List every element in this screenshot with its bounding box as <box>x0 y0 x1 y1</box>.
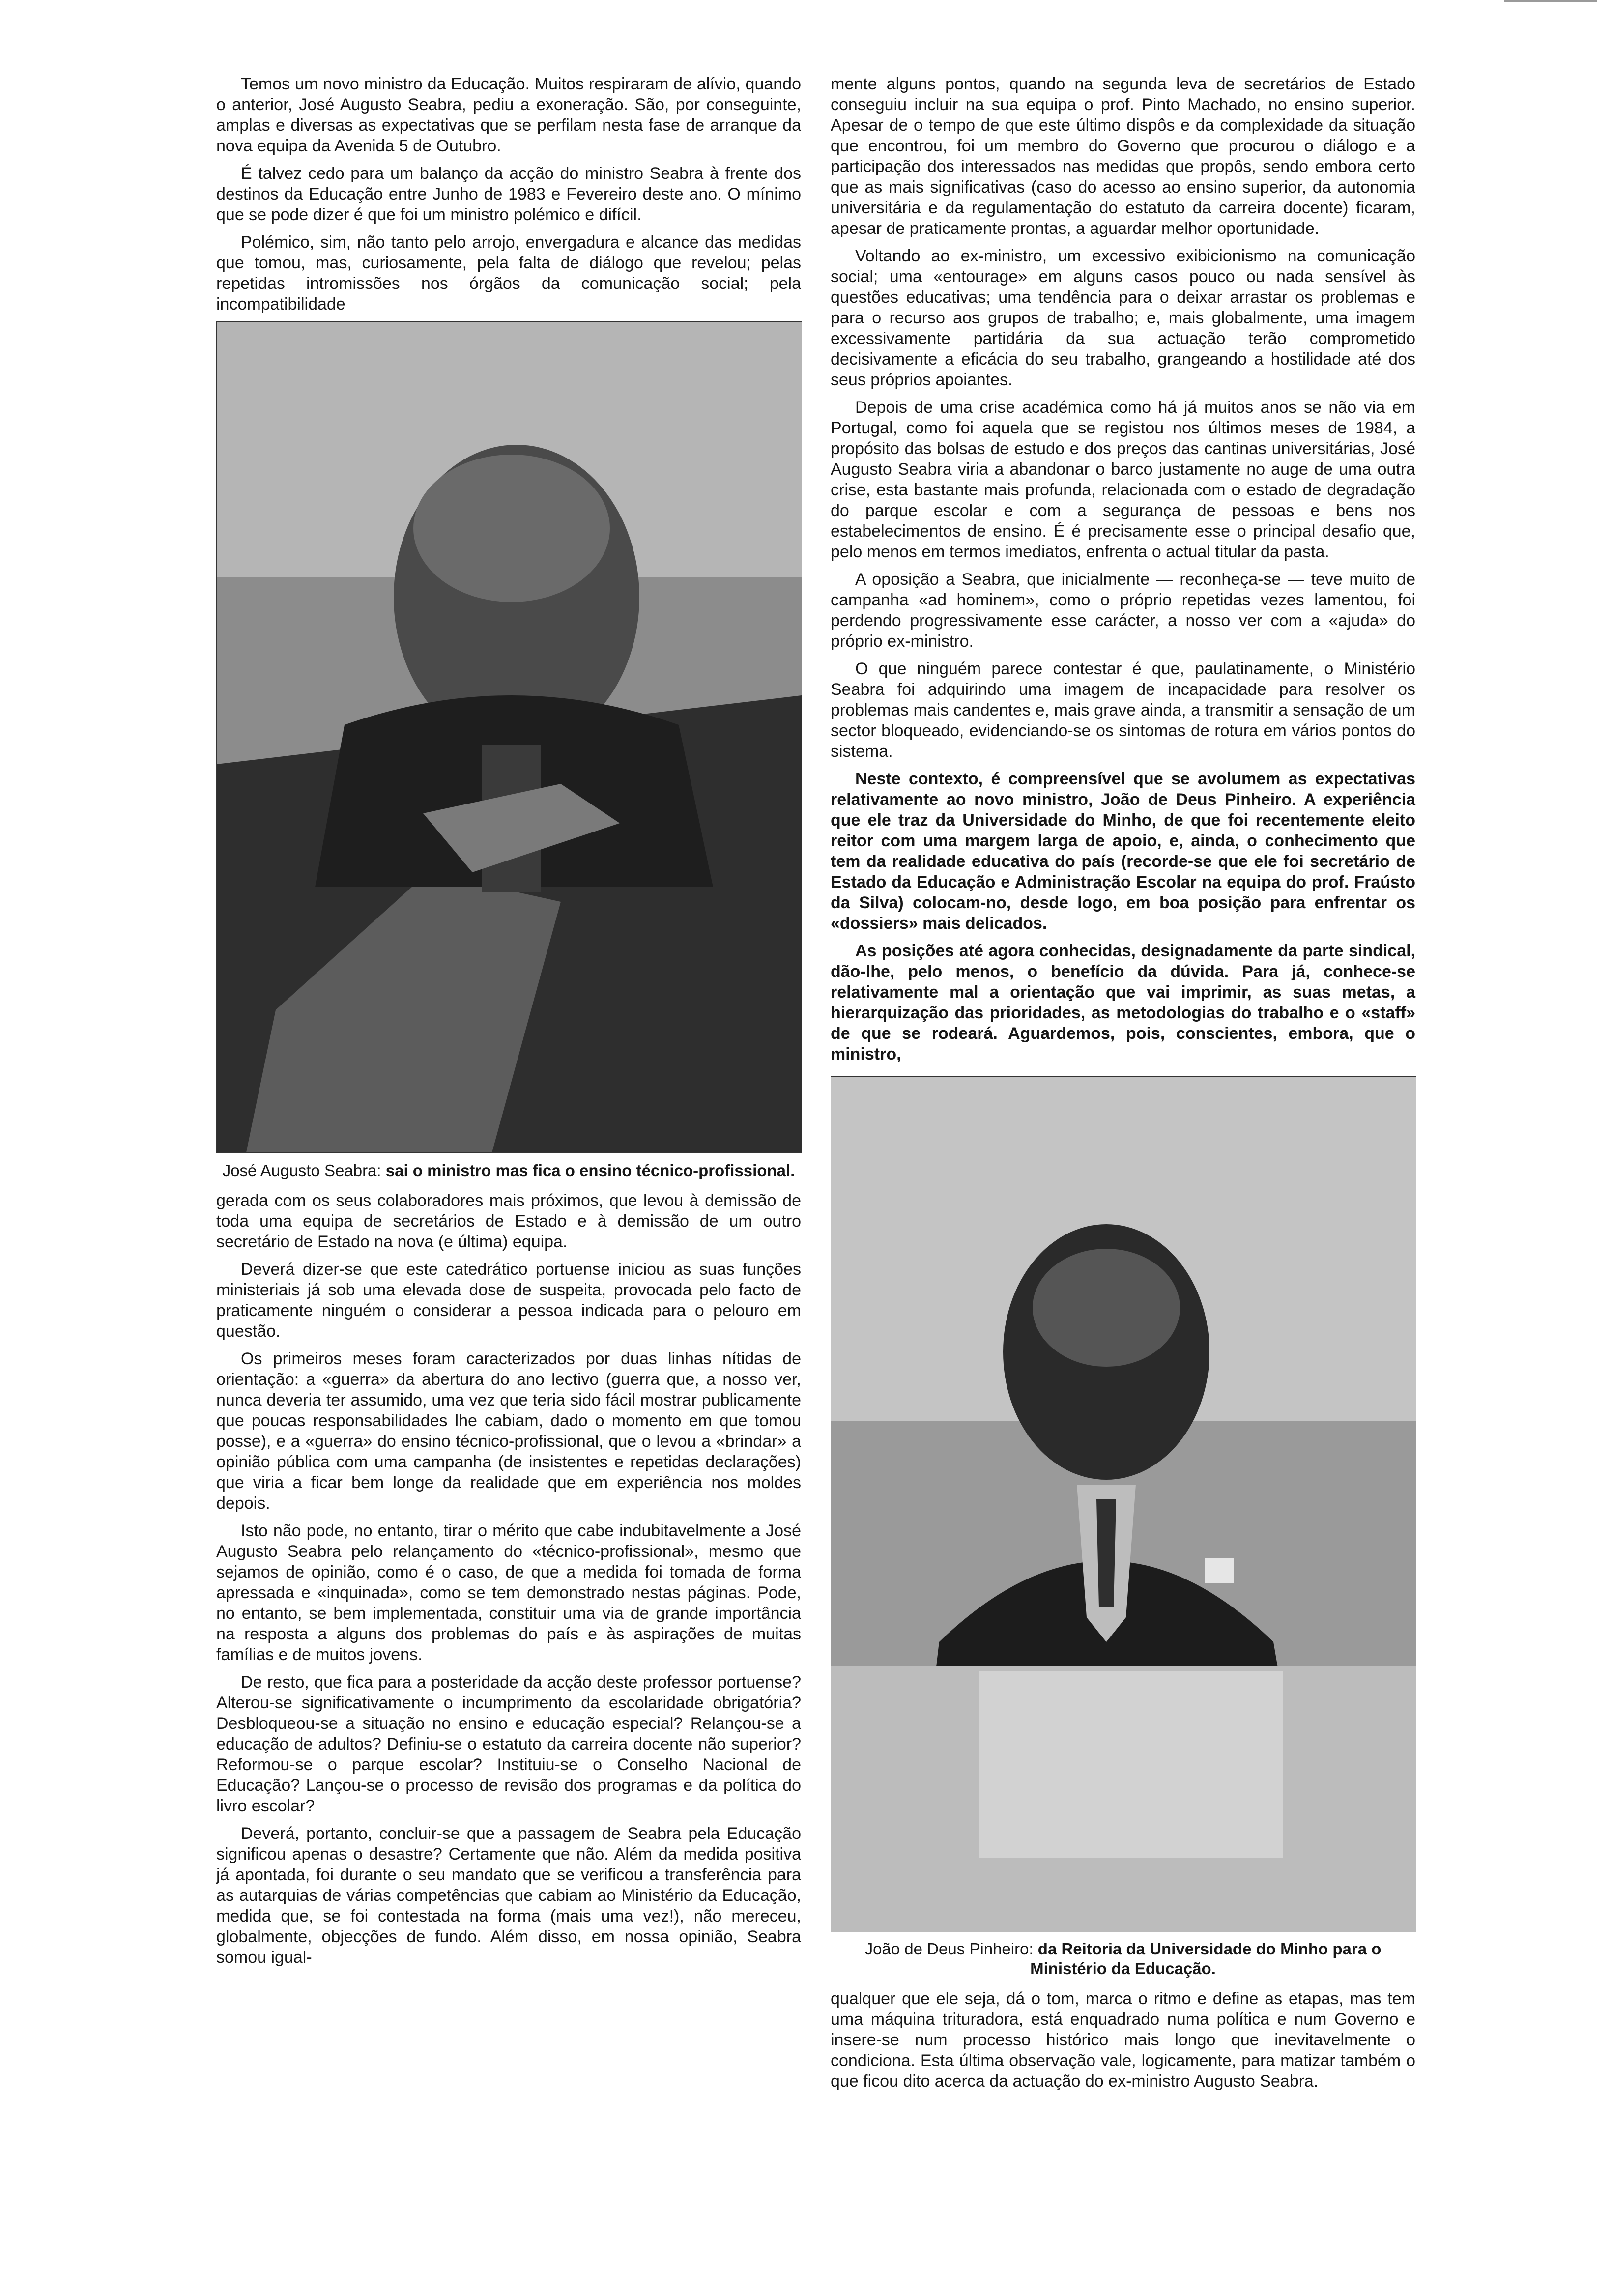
article-column-right <box>831 74 1415 2098</box>
caption-name: João de Deus Pinheiro: <box>864 1940 1034 1958</box>
photo-seabra-graphic <box>217 322 802 1152</box>
paragraph: Deverá dizer-se que este catedrático portuense iniciou as suas funções ministeriais já sob uma elevada dose de suspeita, provocada pelo facto de praticamente ninguém o considerar a pessoa indicada para o pelouro em questão. <box>216 1260 801 1341</box>
paragraph: Os primeiros meses foram caracterizados por duas linhas nítidas de orientação: a «guerra» da abertura do ano lectivo (guerra que, a nosso ver, nunca deveria ter assumido, uma vez que teria sido fácil mostrar publicamente que poucas responsabilidades lhe cabiam, dado o momento em que tomou posse), e a «guerra» do ensino técnico-profissional, que o levou a «brindar» a opinião pública com uma campanha (de insistentes e repetidas declarações) que viria a ficar bem longe da realidade que em experiência nos moldes depois. <box>216 1349 801 1513</box>
paragraph: Neste contexto, é compreensível que se avolumem as expectativas relativamente ao novo ministro, João de Deus Pinheiro. A experiência que ele traz da Universidade do Minho, de que foi recentemente eleito reitor com uma margem larga de apoio, e, ainda, o conhecimento que tem da realidade educativa do país (recorde-se que ele foi secretário de Estado da Educação e Administração Escolar na equipa do prof. Fraústo da Silva) colocam-no, desde logo, em boa posição para enfrentar os «dossiers» mais delicados. <box>831 770 1415 933</box>
caption-text: sai o ministro mas fica o ensino técnico-profissional. <box>385 1161 795 1179</box>
paragraph: mente alguns pontos, quando na segunda leva de secretários de Estado conseguiu incluir na sua equipa o prof. Pinto Machado, no ensino superior. Apesar de o tempo de que este último dispôs e da complexidade da situação que encontrou, foi um membro do Governo que procurou o diálogo e a participação dos interessados nas medidas que propôs, sendo embora certo que as mais significativas (caso do acesso ao ensino superior, da autonomia universitária e da regulamentação do estatuto da carreira docente) ficaram, apesar de praticamente prontas, a aguardar melhor oportunidade. <box>831 75 1415 238</box>
paragraph: Isto não pode, no entanto, tirar o mérito que cabe indubitavelmente a José Augusto Seabra pelo relançamento do «técnico-profissional», mesmo que sejamos de opinião, como é o caso, de que a medida foi tomada de forma apressada e «inquinada», como se tem demonstrado nestas páginas. Pode, no entanto, se bem implementada, constituir uma via de grande importância na resposta a alguns dos problemas do país e às aspirações de muitas famílias e de muitos jovens. <box>216 1521 801 1664</box>
top-right-rule <box>1504 0 1597 2</box>
paragraph: gerada com os seus colaboradores mais próximos, que levou à demissão de toda uma equipa de secretários de Estado e à demissão de um outro secretário de Estado na nova (e última) equipa. <box>216 1191 801 1251</box>
paragraph: As posições até agora conhecidas, designadamente da parte sindical, dão-lhe, pelo menos, o benefício da dúvida. Para já, conhece-se relativamente mal a orientação que vai imprimir, as suas metas, a hierarquização das prioridades, as metodologias do trabalho e o «staff» de que se rodeará. Aguardemos, pois, conscientes, embora, que o ministro, <box>831 942 1415 1063</box>
photo-joao-de-deus-pinheiro <box>831 1076 1416 1932</box>
paragraph: Polémico, sim, não tanto pelo arrojo, envergadura e alcance das medidas que tomou, mas, curiosamente, pela falta de diálogo que revelou; pelas repetidas intromissões nos órgãos da comunicação social; pela incompatibilidade <box>216 233 801 314</box>
paragraph: De resto, que fica para a posteridade da acção deste professor portuense? Alterou-se significativamente o incumprimento da escolaridade obrigatória? Desbloqueou-se a situação no ensino e educação especial? Relançou-se a educação de adultos? Definiu-se o estatuto da carreira docente não superior? Reformou-se o parque escolar? Instituiu-se o Conselho Nacional de Educação? Lançou-se o processo de revisão dos programas e da política do livro escolar? <box>216 1673 801 1815</box>
paragraph: Depois de uma crise académica como há já muitos anos se não via em Portugal, como foi aquela que se registou nos últimos meses de 1984, a propósito das bolsas de estudo e dos preços das cantinas universitárias, José Augusto Seabra viria a abandonar o barco justamente no auge de uma outra crise, esta bastante mais profunda, relacionada com o estado de degradação do parque escolar e com a segurança de pessoas e bens nos estabelecimentos de ensino. É é precisamente esse o principal desafio que, pelo menos em termos imediatos, enfrenta o actual titular da pasta. <box>831 398 1415 561</box>
caption-name: José Augusto Seabra: <box>222 1161 381 1179</box>
photo-caption-seabra <box>216 1161 801 1180</box>
paragraph: Temos um novo ministro da Educação. Muitos respiraram de alívio, quando o anterior, José Augusto Seabra, pediu a exoneração. São, por conseguinte, amplas e diversas as expectativas que se perfilam nesta fase de arranque da nova equipa da Avenida 5 de Outubro. <box>216 75 801 155</box>
paragraph: Deverá, portanto, concluir-se que a passagem de Seabra pela Educação significou apenas o desastre? Certamente que não. Além da medida positiva já apontada, foi durante o seu mandato que se verificou a transferência para as autarquias de várias competências que cabiam ao Ministério da Educação, medida que, se foi contestada na forma (mais uma vez!), não mereceu, globalmente, objecções de fundo. Além disso, em nossa opinião, Seabra somou igual- <box>216 1824 801 1967</box>
paragraph: É talvez cedo para um balanço da acção do ministro Seabra à frente dos destinos da Educação entre Junho de 1983 e Fevereiro deste ano. O mínimo que se pode dizer é que foi um ministro polémico e difícil. <box>216 164 801 224</box>
paragraph: qualquer que ele seja, dá o tom, marca o ritmo e define as etapas, mas tem uma máquina trituradora, está enquadrado numa política e num Governo e insere-se num processo histórico mais longo que inevitavelmente o condiciona. Esta última observação vale, logicamente, para matizar também o que ficou dito acerca da actuação do ex-ministro Augusto Seabra. <box>831 1989 1415 2091</box>
article-column-left <box>216 74 801 1975</box>
paragraph: O que ninguém parece contestar é que, paulatinamente, o Ministério Seabra foi adquirindo uma imagem de incapacidade para resolver os problemas mais candentes e, mais grave ainda, a transmitir a sensação de um sector bloqueado, evidenciando-se os sintomas de rotura em vários pontos do sistema. <box>831 660 1415 761</box>
caption-text: da Reitoria da Universidade do Minho para o Ministério da Educação. <box>1030 1940 1382 1978</box>
paragraph: Voltando ao ex-ministro, um excessivo exibicionismo na comunicação social; uma «entourage» em alguns casos pouco ou nada sensível às questões educativas; uma tendência para o deixar arrastar os problemas e para o recurso aos grupos de trabalho; e, mais globalmente, uma imagem excessivamente partidária da sua actuação terão comprometido decisivamente a eficácia do seu trabalho, grangeando a hostilidade até dos seus próprios apoiantes. <box>831 247 1415 389</box>
photo-caption-pinheiro <box>831 1939 1415 1979</box>
photo-pinheiro-graphic <box>831 1077 1416 1932</box>
photo-jose-augusto-seabra <box>216 321 802 1153</box>
paragraph: A oposição a Seabra, que inicialmente — reconheça-se — teve muito de campanha «ad hominem», como o próprio repetidas vezes lamentou, foi perdendo progressivamente esse carácter, a nosso ver com a «ajuda» do próprio ex-ministro. <box>831 570 1415 651</box>
